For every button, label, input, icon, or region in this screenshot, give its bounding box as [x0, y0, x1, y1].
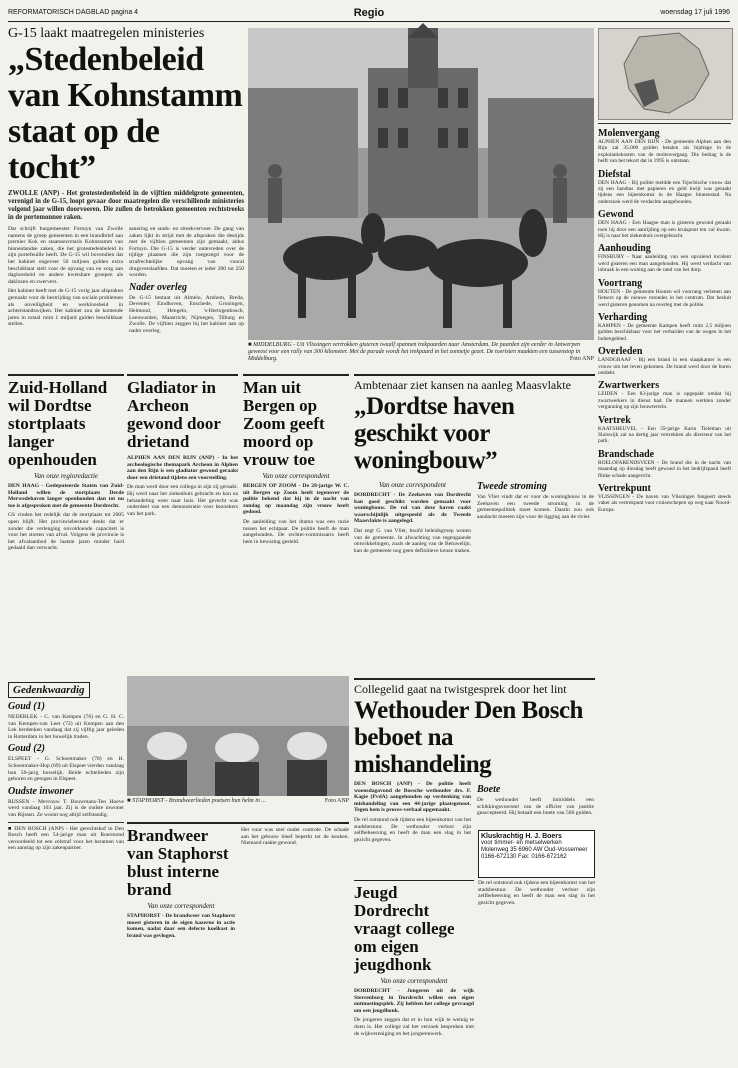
oudste-text: RIJSSEN - Mevrouw T. Bouwmans-Ten Hoeve werd vandaag 103 jaar. Zij is de oudste inwoner van Rijssen. Ze woont nog altijd zelfstandig. — [8, 798, 124, 818]
wethouder-kicker: Collegelid gaat na twistgesprek door het lint — [354, 682, 567, 696]
dordt-lead: DORDRECHT - De Zeehaven van Dordrecht kan goed geschikt worden gemaakt voor woningbouw. De rol van deze haven raakt waarschijnlijk uitgespeeld als de Tweede Maasvlakte is aangelegd. — [354, 492, 471, 525]
brandweer-article — [127, 822, 349, 1052]
regional-map — [598, 28, 733, 120]
brief-title: Molenvergang — [598, 128, 660, 139]
brief-title: Overleden — [598, 346, 643, 358]
wethouder-body-cont: De rel ontstond ook tijdens een bijeenkomst van het stadsbestuur. De wethouder verloor zijn zelfbeheersing en heeft de man een slag in het gezicht gegeven. — [478, 880, 595, 906]
brief-text: DEN HAAG - Bij politie meldde een Tsjechische vrouw dat zij een handtas met papieren en geld kwijt was geraakt tijdens een bijeenkomst in de Haagse binnenstad. Na onderzoek werd de verdachte aangehouden. — [598, 179, 731, 205]
brief-title: Voortrang — [598, 277, 643, 289]
dordt-subhead: Tweede stroming — [477, 481, 547, 492]
brief-title: Diefstal — [598, 168, 631, 180]
wethouder-continued — [478, 880, 595, 1050]
photo2-caption-block — [127, 798, 349, 818]
netherlands-map-image — [599, 29, 732, 119]
bergen-lead: BERGEN OP ZOOM - De 28-jarige W. C. uit Bergen op Zoom heeft tegenover de politie bekend dat hij in de nacht van zondag op maandag zijn vrouw heeft gedood. — [243, 483, 349, 516]
main-body-1: Dat schrijft burgemeester Fortuyn van Zwolle namens de groep gemeenten in een brandbrief aan premier Kok en staatssecretaris Kohnstamm van binnenlandse zaken, die het grotestedenbeleid in zijn portefeuille heeft. De G-15 wil bovendien dat het kabinet ongeveer 50 miljoen gulden extra beschikbaar stelt voor de opvang van en zorg aan dagloosheid en andere kwetsbare groepen als daklozen en zwervers. — [8, 226, 123, 285]
main-body-3: sanering en stads- en streekvervoer. De gang van zaken lijkt in strijd met de afspraken die destijds met de vijftien gemeenten zijn gemaakt, aldus Fortuyn. Die G-15 is verder ontevreden over de tijdige plaatsen die zijn toegezegd voor de strafrechtelijke opvang van vooral drugsverslaafden. Dat moeten er ieder 200 tot 250 worden. — [129, 226, 244, 279]
zuid-headline: Zuid-Holland wil Dordtse stortplaats langer openhouden — [8, 378, 108, 469]
wethouder-lead: DEN BOSCH (ANP) - De politie heeft woensdagavond de Bossche wethouder drs. F. Kagie (PvdA) aangehouden op verdenking van mishandeling van een 44-jarige plaatsgenoot. Tegen hem is proces-verbaal opgemaakt. — [354, 781, 471, 814]
bergen-article — [243, 374, 349, 676]
firemen-image — [127, 676, 349, 796]
jeugd-article — [354, 880, 474, 1051]
dordt-kicker: Ambtenaar ziet kansen na aanleg Maasvlakte — [354, 378, 571, 392]
dordt-headline: „Dordtse haven geschikt voor woningbouw” — [354, 393, 515, 474]
page-header — [8, 7, 730, 22]
zuid-holland-article — [8, 374, 124, 676]
gladiator-lead: ALPHEN AAN DEN RIJN (ANP) - In het archeologische themapark Archeon in Alphen aan den Rijn is een gladiator gewond geraakt door een drietand tijdens een voorstelling. — [127, 455, 238, 481]
main-headline: „Stedenbeleid van Kohnstamm staat op de tocht” — [8, 41, 243, 186]
gedenkwaardig-title: Gedenkwaardig — [8, 682, 90, 698]
gladiator-headline: Gladiator in Archeon gewond door drietand — [127, 378, 221, 451]
brief-text: KAATSHEUVEL - Een 59-jarige Karin Tieleman uit Sluiswijk zal na dertig jaar vertrekken als directeur van het park. — [598, 425, 731, 445]
main-body-4: De G-15 bestaat uit Almelo, Arnhem, Breda, Deventer, Eindhoven, Enschede, Groningen, Helmond, Hengelo, 's-Hertogenbosch, Leeuwarden, Maastricht, Nijmegen, Tilburg en Zwolle. De vijftien zeggen bij het kabinet aan op nader overleg. — [129, 294, 244, 334]
gladiator-article — [127, 374, 238, 676]
main-article — [8, 26, 244, 386]
main-kicker: G-15 laakt maatregelen ministeries — [8, 26, 205, 41]
main-body-2: Het kabinet heeft met de G-15 vorig jaar afspraken gemaakt voor de bestrijding van sociale problemen als onveiligheid en werkloosheid in achterstandswijken. Het kabinet zou de komende jaren in totaal ruim 1 miljard gulden beschikbaar stellen. — [8, 288, 123, 328]
brief-text: DEN HAAG - Een Haagse man is gisteren gewond geraakt toen hij door een aanrijding op een kruispunt ten val kwam. Hij is naar het ziekenhuis overgebracht. — [598, 220, 731, 240]
brief-text: FINSBURY - Naar aanleiding van een opvalend incident werd gisteren een man aangehouden. Hij werd verdacht van inbraak in een woning aan de rand van het dorp. — [598, 254, 731, 274]
brief-text: ALPHEN AAN DEN RIJN - De gemeente Alphen aan den Rijn zal 35.000 gulden betalen als bijdrage in de exploitatiekosten van de molenvergang. Die bedrag is de helft van het tekort dat in 1995 is ontstaan. — [598, 139, 731, 165]
main-subhead: Nader overleg — [129, 281, 188, 293]
brief-title: Aanhouding — [598, 243, 651, 255]
wethouder-body: De rel ontstond ook tijdens een bijeenkomst van het stadsbestuur. De wethouder verloor zijn zelfbeheersing en heeft de man een slag in het gezicht gegeven. — [354, 816, 471, 843]
brief-text: KAMPEN - De gemeente Kampen heeft ruim 2,5 miljoen gulden beschikbaar voor het verharden van de wegen in het buitengebied. — [598, 322, 731, 342]
photo2-credit: Foto ANP — [324, 798, 349, 804]
den-bosch-brief: ■ DEN BOSCH (ANP) - Het gerechtshof in Den Bosch heeft een 54-jarige man uit Roermond veroordeeld tot een celstraf voor het beramen van een aanslag op zijn zakenpartner. — [8, 825, 124, 852]
bergen-byline: Van onze correspondent — [262, 472, 330, 480]
zuid-byline: Van onze regioredactie — [33, 472, 99, 480]
brandweer-lead: STAPHORST - De brandweer van Staphorst moest gisteren in de eigen kazerne in actie komen, nadat daar een defecte koelkast in brand was gevlogen. — [127, 913, 235, 939]
header-date: woensdag 17 juli 1996 — [660, 9, 730, 16]
jeugd-body: De jongeren zeggen dat er in hun wijk te weinig te doen is. Het college zal het verzoek bespreken met de wijkvereniging en het jongerenwerk. — [354, 1017, 474, 1037]
advertisement — [478, 830, 595, 878]
brief-text: LANDGRAAF - Bij een brand in een slaapkamer is een vrouw om het leven gekomen. De brand werd door de buren ontdekt. — [598, 357, 731, 376]
jeugd-lead: DORDRECHT - Jongeren uit de wijk Sterrenburg in Dordrecht willen een eigen ontmoetingsplek. Zij hebben het college gevraagd om een jeugdhonk. — [354, 988, 474, 1014]
brief-title: Zwartwerkers — [598, 380, 660, 392]
brief-title: Vertrekpunt — [598, 483, 651, 494]
brief-title: Gewond — [598, 209, 634, 221]
goud2-text: ELSPEET - G. Schoenmaker (78) en H. Schoenmaker-Hop (69) uit Elspeet vierden vandaag hun 50-jarig huwelijk. Beide echtelieden zijn geboren en getogen in Elspeet. — [8, 756, 124, 783]
brief-text: LEIDEN - Een 83-jarige man is opgepakt omdat hij zwartwerkers in dienst had. De mannen werkten zonder vergunning op zijn bouwterrein. — [598, 391, 731, 411]
header-publication: REFORMATORISCH DAGBLAD pagina 4 — [8, 9, 139, 16]
ad-title: Kluskrachtig H. J. Boers — [481, 833, 562, 840]
brief-title: Vertrek — [598, 414, 631, 426]
header-section: Regio — [353, 7, 385, 19]
sidebar-items — [598, 128, 731, 513]
jeugd-byline: Van onze correspondent — [380, 977, 448, 985]
oudste-title: Oudste inwoner — [8, 785, 74, 797]
horse-parade-photo — [248, 28, 594, 340]
news-briefs-sidebar — [598, 28, 731, 1058]
horse-parade-image — [248, 28, 594, 340]
photo1-credit: Foto ANP — [569, 356, 594, 362]
photo1-caption-block — [248, 342, 594, 368]
brandweer-body: Het vuur was snel onder controle. De schade aan het gebouw bleef beperkt tot de keuken. Niemand raakte gewond. — [241, 827, 349, 847]
gladiator-body: De man werd door een collega in zijn zij geraakt. Hij werd naar het ziekenhuis gebracht en kon na behandeling weer naar huis. Het gevecht was onderdeel van een demonstratie voor bezoekers van het park. — [127, 484, 238, 517]
ad-phone: 0166-672130 Fax: 0166-672162 — [481, 854, 567, 860]
bergen-headline: Man uit Bergen op Zoom geeft moord op vrouw toe — [243, 378, 325, 469]
brandweer-headline: Brandweer van Staphorst blust interne brand — [127, 826, 229, 899]
wethouder-headline: Wethouder Den Bosch beboet na mishandeling — [354, 697, 583, 778]
zuid-body: GS vinden het redelijk dat de stortplaats tot 2005 open blijft. Het provinciebestuur denkt dat er zonder die verlenging onvoldoende capaciteit is voor het storten van afval. Volgens de provincie is het afvalaanbod de laatste jaren minder hard gedaald dan verwacht. — [8, 512, 124, 552]
dordt-body-2: Van Vliet vindt dat er voor de woningbouw in de Zeehaven een tweede stroming in de gemeentepolitiek moet komen. Daarin zou ook aandacht moeten zijn voor de ligging aan de rivier. — [477, 494, 594, 520]
bergen-body: De aanleiding van het drama was een ruzie tussen het echtpaar. De politie heeft de man aangehouden. De rechter-commissaris heeft hem in bewaring gesteld. — [243, 518, 349, 545]
ad-subtitle: voor timmer- en metselwerken — [481, 840, 562, 846]
brief-title: Brandschade — [598, 448, 655, 460]
dordt-body: Dat zegt G. van Vliet, hoofd beleidsgroep wonen van de gemeente. In afwachting van tegengaande ontwikkelingen, zoals de aanleg van de Betuwelijn, kan de gemeente nog geen definitieve keuze maken. — [354, 527, 471, 554]
wethouder-body-2: De wethouder heeft inmiddels een schikkingsvoorstel van de officier van justitie geaccepteerd. Hij betaalt een boete van 500 gulden. — [477, 797, 594, 817]
gedenkwaardig-column — [8, 680, 124, 1050]
ad-address: Molenweg 35 6960 AW Oud-Vossemeer — [481, 847, 588, 853]
photo2-caption: ■ STAPHORST - Brandweerlieden poetsen hun helm in ... — [127, 798, 266, 804]
main-lead: ZWOLLE (ANP) - Het grotestedenbeleid in de vijftien middelgrote gemeenten, verenigd in de G-15, loopt gevaar door maatregelen die verschillende ministeries volgend jaar willen doorvoeren. Die zullen de betrokken gemeenten rechtstreeks in de portemonnee raken. — [8, 190, 244, 221]
brief-text: ROELOFARENDSVEEN - De brand die in de nacht van maandag op dinsdag heeft gewoed in het bedrijfspand heeft flinke schade aangericht. — [598, 459, 731, 479]
wethouder-subhead: Boete — [477, 784, 501, 795]
brief-text: HOUTEN - De gemeente Houten wil voorrang verlenen aan fietsers op de nieuwe rotondes in het centrum. Dat besluit werd gisteren genomen na overleg met de politie. — [598, 288, 731, 308]
goud1-text: NEDERLEK - C. van Kempen (76) en G. H. C. van Kempen-van Leer (72) uit Kempen aan den Lek herdenken vandaag dat zij vijftig jaar geleden in Rotterdam in het huwelijk traden. — [8, 714, 124, 740]
goud2-title: Goud (2) — [8, 743, 45, 755]
brandweer-byline: Van onze correspondent — [147, 902, 215, 910]
jeugd-headline: Jeugd Dordrecht vraagt college om eigen jeugdhonk — [354, 883, 455, 974]
staphorst-photo — [127, 676, 349, 796]
brief-text: VLISSINGEN - De haven van Vlissingen fungeert steeds vaker als vertrekpunt voor cruiseschepen op weg naar Noord-Europa. — [598, 494, 731, 513]
dordt-byline: Van onze correspondent — [378, 481, 446, 489]
dordt-article — [354, 374, 595, 676]
zuid-lead: DEN HAAG - Gedeputeerde Staten van Zuid-Holland willen de stortplaats Derde Merwedehaven langer openhouden dan tot nu toe is afgesproken met de gemeente Dordrecht. — [8, 483, 124, 509]
brief-title: Verharding — [598, 311, 648, 323]
goud1-title: Goud (1) — [8, 701, 45, 712]
photo1-caption: ■ MIDDELBURG - Uit Vlissingen vertrokken gisteren twaalf spannen trekpaarden naar Amsterdam. De paarden zijn eerder in Antwerpen geweest voor een rally van 300 kilometer. Met de parade wordt het trekpaard in het zonnetje gezet. De toeristen maakten een tussenstop in Middelburg. — [248, 342, 581, 362]
